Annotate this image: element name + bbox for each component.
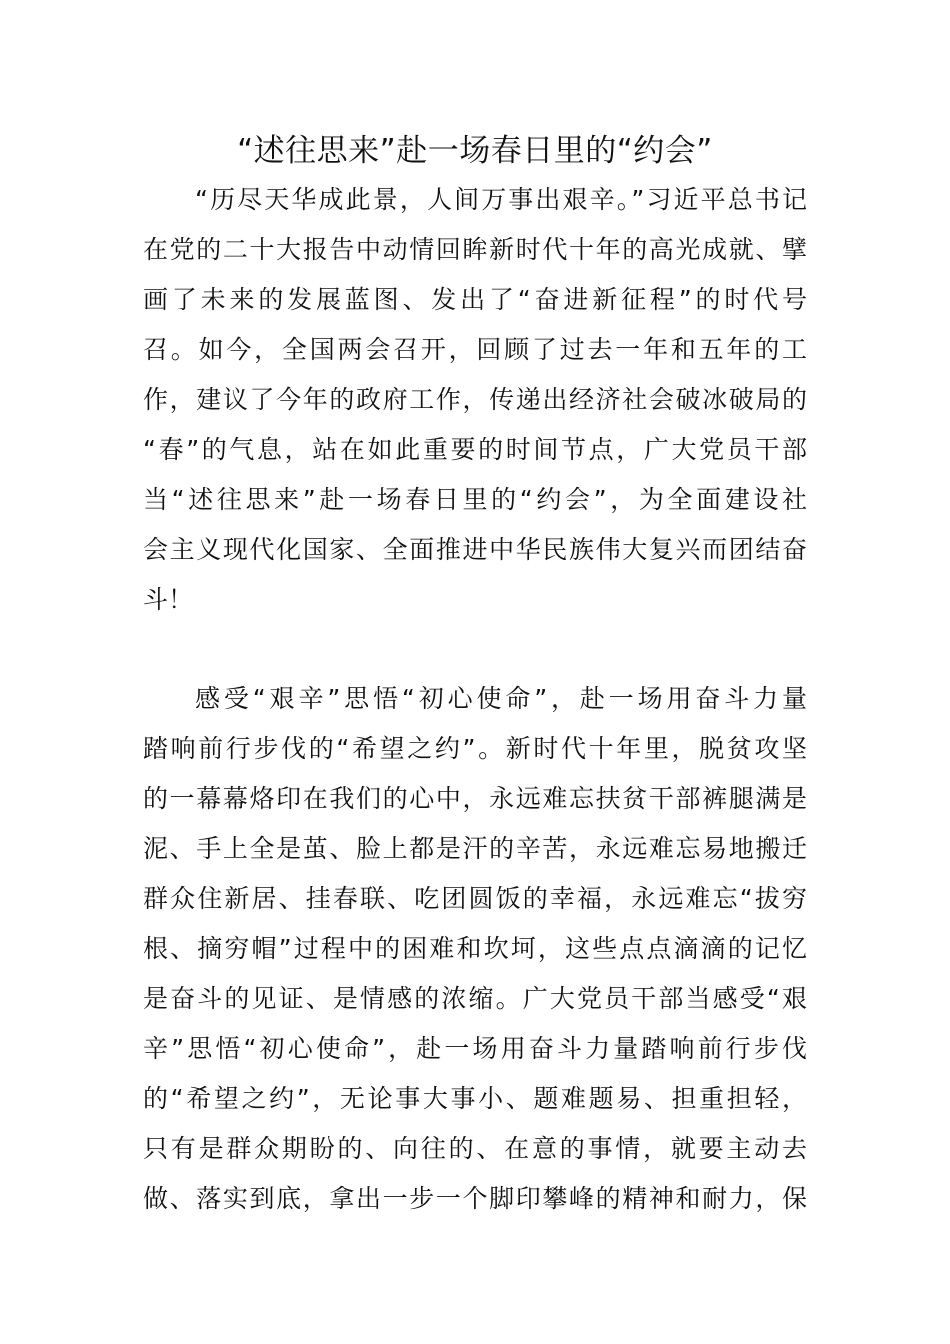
paragraph-line: 会主义现代化国家、全面推进中华民族伟大复兴而团结奋 bbox=[143, 535, 807, 564]
paragraph-line: 的“希望之约”，无论事大事小、题难题易、担重担轻， bbox=[143, 1084, 807, 1113]
paragraph-line: 是奋斗的见证、是情感的浓缩。广大党员干部当感受“艰 bbox=[143, 984, 807, 1013]
paragraph-line: 在党的二十大报告中动情回眸新时代十年的高光成就、擘 bbox=[143, 235, 807, 264]
paragraph-line: 根、摘穷帽”过程中的困难和坎坷，这些点点滴滴的记忆 bbox=[143, 934, 807, 963]
paragraph-line: 辛”思悟“初心使命”，赴一场用奋斗力量踏响前行步伐 bbox=[143, 1034, 807, 1063]
paragraph-line: 的一幕幕烙印在我们的心中，永远难忘扶贫干部裤腿满是 bbox=[143, 784, 807, 813]
paragraph-line: “历尽天华成此景，人间万事出艰辛。”习近平总书记 bbox=[195, 185, 807, 214]
document-title: “述往思来”赴一场春日里的“约会” bbox=[237, 133, 713, 169]
paragraph-line: 斗！ bbox=[143, 585, 194, 614]
paragraph-line: 画了未来的发展蓝图、发出了“奋进新征程”的时代号 bbox=[143, 285, 807, 314]
paragraph-line: 只有是群众期盼的、向往的、在意的事情，就要主动去 bbox=[143, 1134, 807, 1163]
paragraph-1 bbox=[143, 175, 807, 625]
paragraph-line: 踏响前行步伐的“希望之约”。新时代十年里，脱贫攻坚 bbox=[143, 734, 807, 763]
paragraph-line: 群众住新居、挂春联、吃团圆饭的幸福，永远难忘“拔穷 bbox=[143, 884, 807, 913]
paragraph-line: 感受“艰辛”思悟“初心使命”，赴一场用奋斗力量 bbox=[195, 684, 807, 713]
paragraph-line: 做、落实到底，拿出一步一个脚印攀峰的精神和耐力，保 bbox=[143, 1184, 807, 1213]
paragraph-2 bbox=[143, 674, 807, 1224]
paragraph-line: 泥、手上全是茧、脸上都是汗的辛苦，永远难忘易地搬迁 bbox=[143, 834, 807, 863]
paragraph-line: 当“述往思来”赴一场春日里的“约会”，为全面建设社 bbox=[143, 485, 807, 514]
paragraph-line: 召。如今，全国两会召开，回顾了过去一年和五年的工 bbox=[143, 335, 807, 364]
paragraph-line: “春”的气息，站在如此重要的时间节点，广大党员干部 bbox=[143, 435, 807, 464]
paragraph-line: 作，建议了今年的政府工作，传递出经济社会破冰破局的 bbox=[143, 385, 807, 414]
